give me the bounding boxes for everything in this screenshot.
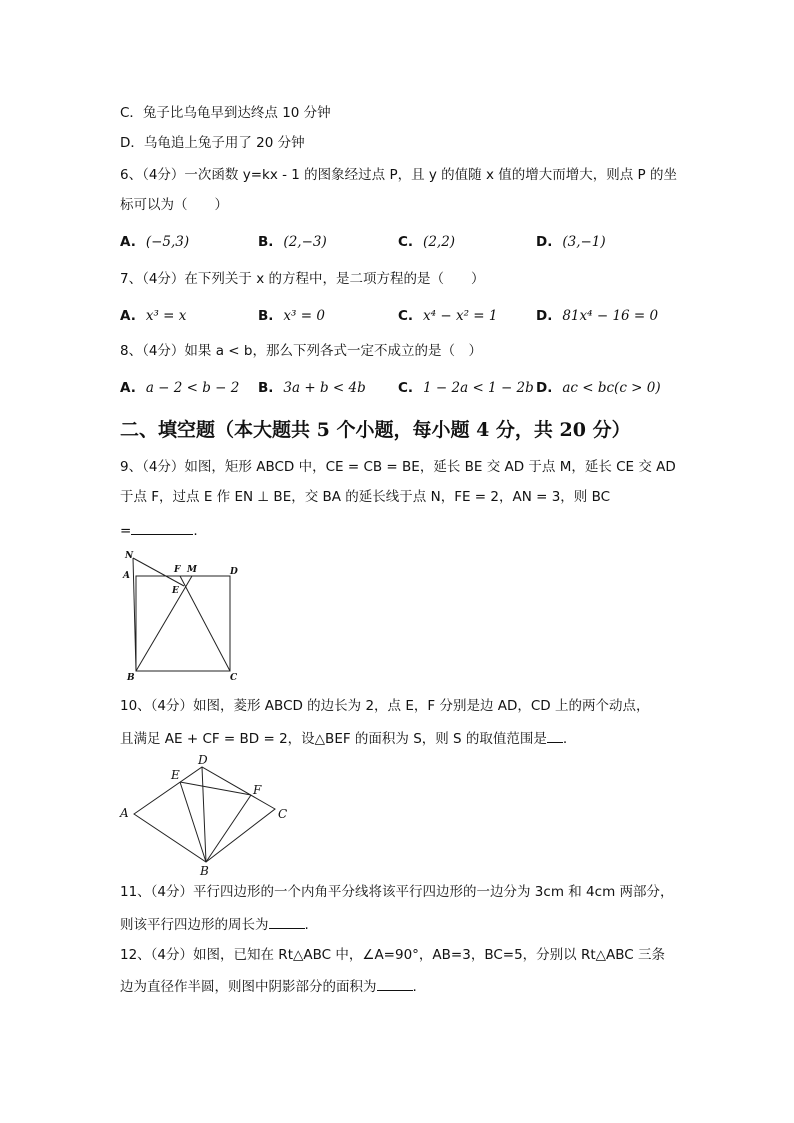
q6-line2: 标可以为（ ） — [120, 197, 228, 213]
q10-line2: 且满足 AE + CF = BD = 2，设△BEF 的面积为 S，则 S 的取值范围是 . — [120, 728, 567, 748]
rect-abcd — [136, 576, 230, 671]
q12-line2: 边为直径作半圆，则图中阴影部分的面积为 . — [120, 976, 417, 996]
q12-answer-blank[interactable] — [377, 976, 413, 991]
option-c-prev: C．兔子比乌龟早到达终点 10 分钟 — [120, 105, 331, 121]
q8-option-d[interactable]: D. ac < bc(c > 0) — [536, 380, 661, 396]
diagonal-bd — [202, 767, 206, 862]
label-c: C — [278, 807, 288, 821]
q12-line1: 12、（4分）如图，已知在 Rt△ABC 中，∠A=90°，AB=3，BC=5，分别以 Rt△ABC 三条 — [120, 947, 665, 963]
q8-option-c[interactable]: C. 1 − 2a < 1 − 2b — [398, 380, 534, 396]
label-f: F — [174, 565, 181, 575]
q7-option-a[interactable]: A. x³ = x — [120, 308, 187, 324]
line-cf — [180, 576, 230, 671]
label-a: A — [120, 806, 129, 820]
q8-option-a[interactable]: A. a − 2 < b − 2 — [120, 380, 240, 396]
q7-line: 7、（4分）在下列关于 x 的方程中，是二项方程的是（ ） — [120, 271, 485, 287]
label-d: D — [198, 753, 208, 767]
q11-answer-blank[interactable] — [269, 914, 305, 929]
option-d-prev: D．乌龟追上兔子用了 20 分钟 — [120, 135, 305, 151]
section-heading: 二、填空题（本大题共 5 个小题，每小题 4 分，共 20 分） — [120, 419, 631, 441]
figure-q10 — [120, 752, 300, 880]
label-a: A — [123, 571, 130, 581]
label-f: F — [253, 783, 262, 797]
q7-option-c[interactable]: C. x⁴ − x² = 1 — [398, 308, 498, 324]
q11-line2: 则该平行四边形的周长为 . — [120, 914, 309, 934]
label-n: N — [125, 551, 134, 561]
q9-line3: = . — [120, 520, 198, 540]
label-c: C — [230, 673, 238, 683]
line-bm — [136, 576, 192, 671]
label-m: M — [187, 565, 197, 575]
label-b: B — [127, 673, 135, 683]
q9-line1: 9、（4分）如图，矩形 ABCD 中，CE = CB = BE，延长 BE 交 AD 于点 M，延长 CE 交 AD — [120, 459, 676, 475]
q6-option-d[interactable]: D. (3,−1) — [536, 234, 606, 250]
label-b: B — [200, 864, 209, 878]
q8-option-b[interactable]: B. 3a + b < 4b — [258, 380, 366, 396]
label-d: D — [230, 567, 238, 577]
q10-answer-blank[interactable] — [547, 728, 563, 743]
q8-line: 8、（4分）如果 a < b，那么下列各式一定不成立的是（ ） — [120, 343, 482, 359]
q6-option-a[interactable]: A. (−5,3) — [120, 234, 190, 250]
q6-option-b[interactable]: B. (2,−3) — [258, 234, 327, 250]
q6-option-c[interactable]: C. (2,2) — [398, 234, 456, 250]
figure-q9 — [120, 548, 250, 683]
q10-line1: 10、（4分）如图，菱形 ABCD 的边长为 2，点 E，F 分别是边 AD，CD 上的两个动点， — [120, 698, 650, 714]
q9-answer-blank[interactable] — [131, 520, 193, 535]
segment-bf — [206, 795, 251, 862]
label-e: E — [171, 768, 180, 782]
label-e: E — [172, 586, 179, 596]
q11-line1: 11、（4分）平行四边形的一个内角平分线将该平行四边形的一边分为 3cm 和 4cm 两部分， — [120, 884, 674, 900]
segment-be — [180, 782, 206, 862]
q7-option-d[interactable]: D. 81x⁴ − 16 = 0 — [536, 308, 659, 324]
q9-line2: 于点 F，过点 E 作 EN ⊥ BE，交 BA 的延长线于点 N，FE = 2，AN = 3，则 BC — [120, 489, 611, 505]
q7-option-b[interactable]: B. x³ = 0 — [258, 308, 325, 324]
q6-line1: 6、（4分）一次函数 y=kx - 1 的图象经过点 P，且 y 的值随 x 值的增大而增大，则点 P 的坐 — [120, 167, 677, 183]
